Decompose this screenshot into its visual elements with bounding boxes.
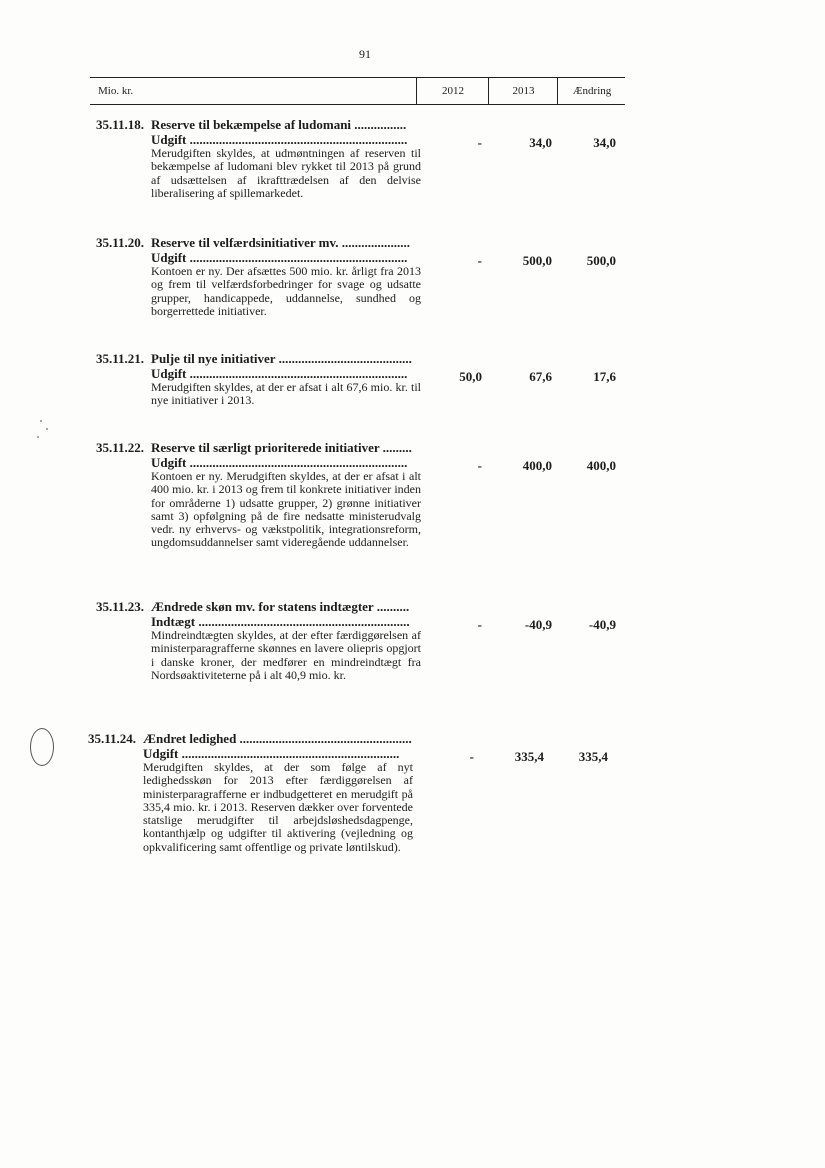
column-2012: 2012 [416,78,489,104]
scan-speck [37,436,39,438]
entry-title: Pulje til nye initiativer ......................................... [151,351,412,366]
entry-text: Merudgiften skyldes, at der som følge af nyt ledighedsskøn for 2013 efter færdiggørelsen af ministerparagrafferne er indbudgetteret en merudgift på 335,4 mio. kr. i 2013. Reserven dækker over forventede statslige merudgifter til arbejdsløshedsdagpenge, kontanthjælp og udgifter til aktivering (vejledning og opkvalificering samt offentlige og private løntilskud). [143,760,413,854]
value-2012: - [477,253,482,268]
page-number: 91 [359,47,371,61]
entry-subtitle: Udgift ................................................................... [143,746,400,761]
entry-text: Merudgiften skyldes, at der er afsat i alt 67,6 mio. kr. til nye initiativer i 2013. [151,380,421,408]
column-2013: 2013 [488,78,558,104]
entry-subtitle: Udgift ................................................................... [151,132,408,147]
entry-text: Kontoen er ny. Der afsættes 500 mio. kr. årligt fra 2013 og frem til velfærdsforbedringer for svage og udsatte grupper, handicappede, uddannelse, sundhed og borgerrettede initiativer. [151,264,421,318]
entry-title: Reserve til velfærdsinitiativer mv. ..................... [151,235,410,250]
value-change: 400,0 [586,458,616,473]
entry-title: Ændret ledighed ..................................................... [143,731,412,746]
column-change: Ændring [557,78,626,104]
value-2013: 500,0 [522,253,552,268]
value-2012: - [477,617,482,632]
value-2012: 50,0 [459,369,482,384]
entry-number: 35.11.20. [96,235,145,250]
value-change: 17,6 [593,369,616,384]
scan-speck [40,420,42,422]
entry-subtitle: Udgift ................................................................... [151,455,408,470]
unit-label: Mio. kr. [98,85,134,97]
value-2013: 400,0 [522,458,552,473]
entry-number: 35.11.18. [96,117,145,132]
value-change: 34,0 [593,135,616,150]
scan-speck [46,428,48,430]
entry-text: Mindreindtægten skyldes, at der efter færdiggørelsen af ministerparagrafferne skønnes en lavere oliepris opgjort i danske kroner, der medfører en mindreindtægt fra Nordsøaktiviteterne på i alt 40,9 mio. kr. [151,628,421,682]
entry-title: Reserve til særligt prioriterede initiativer ......... [151,440,412,455]
table-header [90,77,625,105]
entry-number: 35.11.22. [96,440,145,455]
entry-number: 35.11.24. [88,731,137,746]
value-2013: 67,6 [529,369,552,384]
value-change: -40,9 [588,617,616,632]
value-2013: 34,0 [529,135,552,150]
entry-number: 35.11.23. [96,599,145,614]
value-2012: - [469,749,474,764]
entry-subtitle: Udgift ................................................................... [151,250,408,265]
value-change: 335,4 [578,749,608,764]
entry-number: 35.11.21. [96,351,145,366]
value-2012: - [477,135,482,150]
entry-title: Reserve til bekæmpelse af ludomani ................ [151,117,407,132]
entry-text: Kontoen er ny. Merudgiften skyldes, at der er afsat i alt 400 mio. kr. i 2013 og frem til konkrete initiativer inden for områderne 1) udsatte grupper, 2) grønne initiativer samt 3) opfølgning på de fire nedsatte ministerudvalg vedr. ny erhvervs- og vækstpolitik, integrationsreform, ungdomsuddannelser samt videregående uddannelser. [151,469,421,550]
value-2012: - [477,458,482,473]
value-change: 500,0 [586,253,616,268]
value-2013: -40,9 [524,617,552,632]
entry-title: Ændrede skøn mv. for statens indtægter .......... [151,599,410,614]
punch-hole-mark [30,728,54,766]
value-2013: 335,4 [514,749,544,764]
entry-text: Merudgiften skyldes, at udmøntningen af reserven til bekæmpelse af ludomani blev rykket til 2013 på grund af udsættelsen af ikrafttrædelsen af den delvise liberalisering af spillemarkedet. [151,146,421,200]
entry-subtitle: Udgift ................................................................... [151,366,408,381]
entry-subtitle: Indtægt ................................................................. [151,614,410,629]
